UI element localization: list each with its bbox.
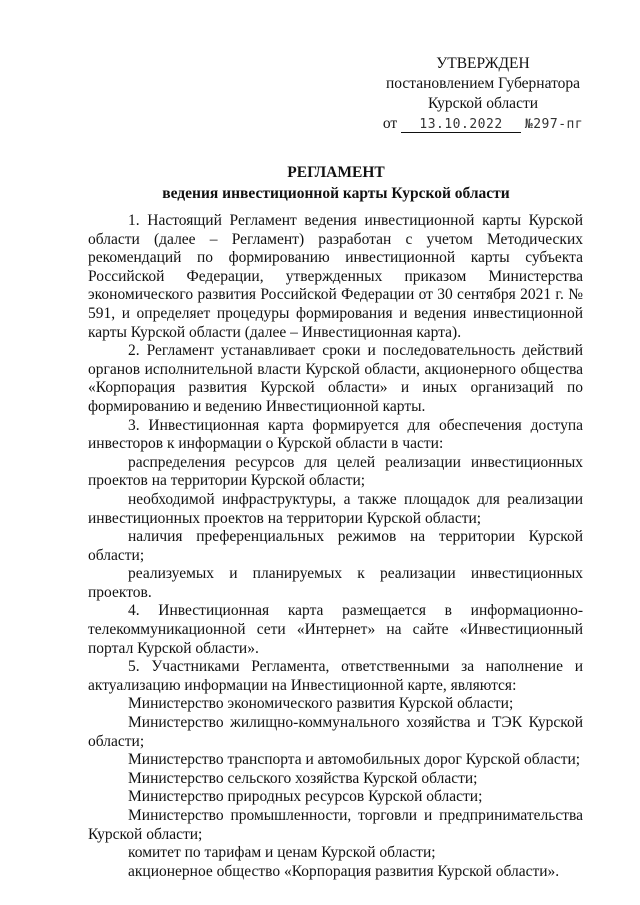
paragraph: реализуемых и планируемых к реализации инвестиционных проектов.: [88, 565, 583, 601]
paragraph: Министерство экономического развития Курской области;: [128, 695, 514, 713]
approval-number: №297-пг: [524, 117, 584, 132]
paragraph: распределения ресурсов для целей реализации инвестиционных проектов на территории Курской области;: [88, 453, 583, 490]
paragraph: Министерство природных ресурсов Курской области;: [128, 788, 483, 806]
paragraph: Министерство транспорта и автомобильных дорог Курской области;: [128, 751, 581, 769]
approval-stamp: [378, 54, 588, 135]
from-label: от: [382, 115, 398, 132]
paragraph: Министерство промышленности, торговли и предпринимательства Курской области;: [88, 807, 583, 843]
approval-region: Курской области: [427, 95, 539, 112]
approval-issuer: постановлением Губернатора: [385, 75, 581, 92]
document-title-block: [88, 162, 584, 204]
paragraph: 5. Участниками Регламента, ответственными за наполнение и актуализацию информации на Инвестиционной карте, являются:: [88, 658, 583, 694]
approval-date: 13.10.2022: [401, 118, 521, 133]
approval-date-line: [378, 114, 588, 135]
paragraph: 3. Инвестиционная карта формируется для обеспечения доступа инвесторов к информации о Курской области в части:: [88, 416, 583, 453]
paragraph: 4. Инвестиционная карта размещается в информационно-телекоммуникационной сети «Интернет» на сайте «Инвестиционный портал Курской области».: [88, 602, 583, 657]
approval-heading: УТВЕРЖДЕН: [436, 55, 530, 72]
document-title: РЕГЛАМЕНТ: [287, 164, 385, 181]
paragraph: наличия преференциальных режимов на территории Курской области;: [88, 528, 583, 564]
document-body: [88, 212, 583, 881]
document-subtitle: ведения инвестиционной карты Курской области: [162, 185, 510, 202]
paragraph: Министерство жилищно-коммунального хозяйства и ТЭК Курской области;: [88, 714, 583, 750]
paragraph: комитет по тарифам и ценам Курской области;: [128, 844, 436, 862]
paragraph: 1. Настоящий Регламент ведения инвестиционной карты Курской области (далее – Регламент) разработан с учетом Методических рекомендаций по формированию инвестиционной карты субъекта Российской Федерации, утвержденных приказом Министерства экономического развития Российской Федерации от 30 сентября 2021 г. № 591, и определяет процедуры формирования и ведения инвестиционной карты Курской области (далее – Инвестиционная карта).: [88, 212, 583, 341]
paragraph: 2. Регламент устанавливает сроки и последовательность действий органов исполнительной власти Курской области, акционерного общества «Корпорация развития Курской области» и иных организаций по формированию и ведению Инвестиционной карты.: [88, 342, 583, 415]
paragraph: акционерное общество «Корпорация развития Курской области».: [128, 862, 560, 880]
paragraph: необходимой инфраструктуры, а также площадок для реализации инвестиционных проектов на территории Курской области;: [88, 490, 583, 527]
paragraph: Министерство сельского хозяйства Курской области;: [128, 769, 478, 787]
